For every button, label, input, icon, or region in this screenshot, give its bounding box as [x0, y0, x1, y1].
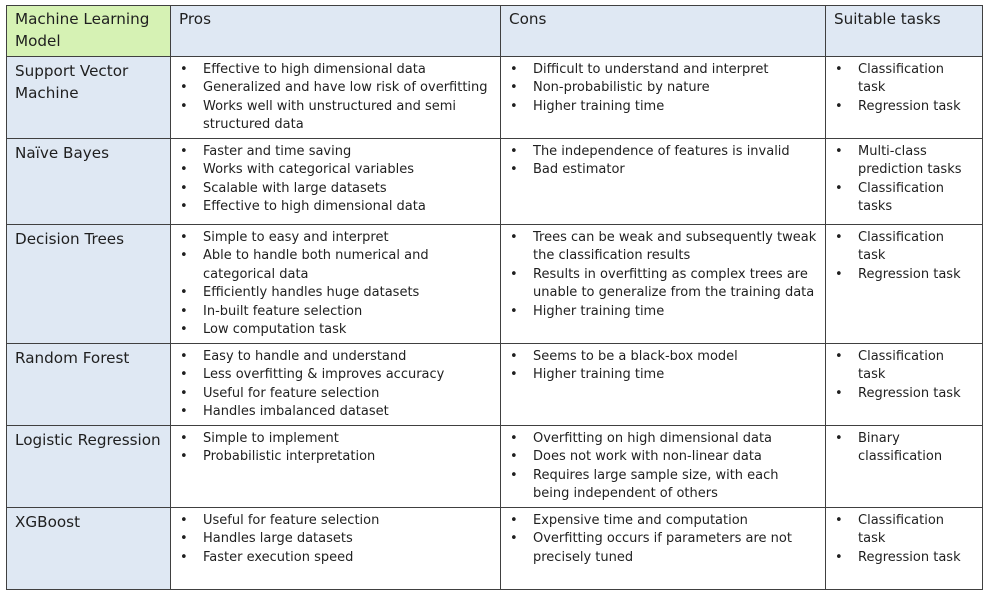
pros-item: • Efficiently handles huge datasets: [179, 284, 492, 302]
pros-cell: [171, 426, 501, 508]
table-row: [7, 225, 983, 344]
pros-cell: [171, 508, 501, 590]
cons-item: • Bad estimator: [509, 161, 817, 179]
task-item: • Classification task: [834, 348, 974, 385]
cons-cell: [501, 225, 826, 344]
tasks-cell: [826, 139, 983, 225]
header-cons: Cons: [501, 6, 826, 57]
task-item: • Regression task: [834, 549, 974, 567]
task-item: • Regression task: [834, 98, 974, 116]
pros-item: • Effective to high dimensional data: [179, 198, 492, 216]
cons-cell: [501, 139, 826, 225]
pros-item: • Low computation task: [179, 321, 492, 339]
pros-item: • Handles large datasets: [179, 530, 492, 548]
task-item: • Classification tasks: [834, 180, 974, 217]
task-item: • Multi-class prediction tasks: [834, 143, 974, 180]
cons-item: • Results in overfitting as complex trees are unable to generalize from the training data: [509, 266, 817, 303]
cons-item: • Seems to be a black-box model: [509, 348, 817, 366]
cons-item: • Non-probabilistic by nature: [509, 79, 817, 97]
pros-item: • Useful for feature selection: [179, 512, 492, 530]
cons-item: • Difficult to understand and interpret: [509, 61, 817, 79]
pros-item: • Useful for feature selection: [179, 385, 492, 403]
model-name: Logistic Regression: [7, 426, 171, 508]
tasks-cell: [826, 344, 983, 426]
task-item: • Regression task: [834, 266, 974, 284]
pros-cell: [171, 225, 501, 344]
tasks-cell: [826, 508, 983, 590]
cons-item: • Requires large sample size, with each being independent of others: [509, 467, 817, 504]
cons-item: • Overfitting on high dimensional data: [509, 430, 817, 448]
tasks-cell: [826, 426, 983, 508]
model-name: Naïve Bayes: [7, 139, 171, 225]
pros-item: • Faster and time saving: [179, 143, 492, 161]
task-item: • Classification task: [834, 229, 974, 266]
cons-cell: [501, 57, 826, 139]
cons-item: • Overfitting occurs if parameters are not precisely tuned: [509, 530, 817, 567]
pros-item: • In-built feature selection: [179, 303, 492, 321]
model-name: Random Forest: [7, 344, 171, 426]
pros-cell: [171, 344, 501, 426]
pros-cell: [171, 57, 501, 139]
cons-item: • Higher training time: [509, 303, 817, 321]
cons-item: • Higher training time: [509, 98, 817, 116]
cons-cell: [501, 508, 826, 590]
table-row: [7, 139, 983, 225]
task-item: • Classification task: [834, 61, 974, 98]
pros-item: • Faster execution speed: [179, 549, 492, 567]
pros-item: • Probabilistic interpretation: [179, 448, 492, 466]
cons-item: • Expensive time and computation: [509, 512, 817, 530]
pros-item: • Simple to implement: [179, 430, 492, 448]
cons-item: • The independence of features is invalid: [509, 143, 817, 161]
table-row: [7, 344, 983, 426]
pros-item: • Generalized and have low risk of overfitting: [179, 79, 492, 97]
pros-item: • Simple to easy and interpret: [179, 229, 492, 247]
header-tasks: Suitable tasks: [826, 6, 983, 57]
model-name: Decision Trees: [7, 225, 171, 344]
pros-item: • Works with categorical variables: [179, 161, 492, 179]
cons-cell: [501, 344, 826, 426]
table-row: [7, 57, 983, 139]
pros-item: • Works well with unstructured and semi structured data: [179, 98, 492, 135]
task-item: • Classification task: [834, 512, 974, 549]
cons-item: • Higher training time: [509, 366, 817, 384]
pros-cell: [171, 139, 501, 225]
table-row: [7, 426, 983, 508]
task-item: • Regression task: [834, 385, 974, 403]
model-name: Support Vector Machine: [7, 57, 171, 139]
pros-item: • Easy to handle and understand: [179, 348, 492, 366]
ml-comparison-table: [6, 5, 983, 590]
cons-cell: [501, 426, 826, 508]
tasks-cell: [826, 225, 983, 344]
cons-item: • Trees can be weak and subsequently tweak the classification results: [509, 229, 817, 266]
pros-item: • Handles imbalanced dataset: [179, 403, 492, 421]
pros-item: • Scalable with large datasets: [179, 180, 492, 198]
pros-item: • Able to handle both numerical and categorical data: [179, 247, 492, 284]
header-pros: Pros: [171, 6, 501, 57]
tasks-cell: [826, 57, 983, 139]
task-item: • Binary classification: [834, 430, 974, 467]
header-model: Machine Learning Model: [7, 6, 171, 57]
header-row: [7, 6, 983, 57]
pros-item: • Less overfitting & improves accuracy: [179, 366, 492, 384]
model-name: XGBoost: [7, 508, 171, 590]
table-row: [7, 508, 983, 590]
cons-item: • Does not work with non-linear data: [509, 448, 817, 466]
pros-item: • Effective to high dimensional data: [179, 61, 492, 79]
